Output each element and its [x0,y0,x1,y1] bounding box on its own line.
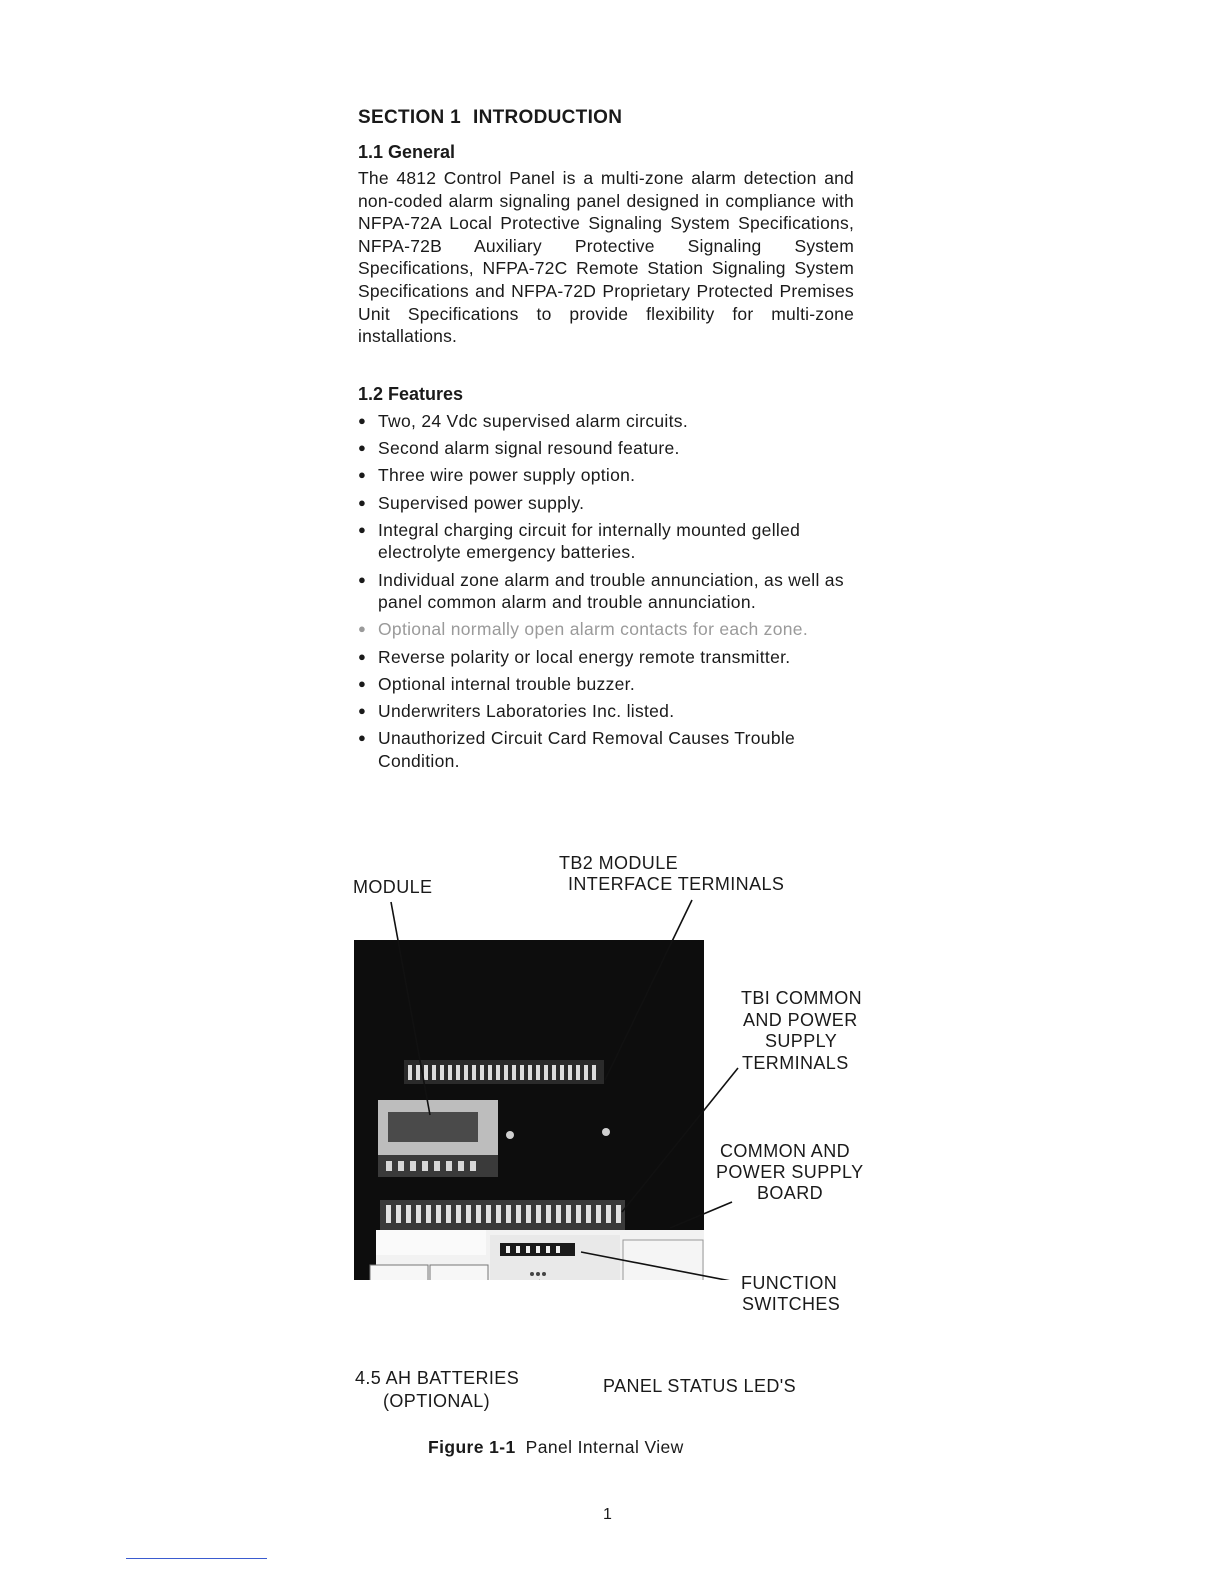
tb1-label-line2: AND POWER [743,1010,858,1030]
feature-item: ● Two, 24 Vdc supervised alarm circuits. [358,410,878,433]
board-label-line3: BOARD [757,1183,824,1203]
general-paragraph: The 4812 Control Panel is a multi-zone alarm detection and non-coded alarm signaling panel designed in compliance with NFPA-72A Local Protective Signaling System Specifications, NFPA-72B Auxiliary Protective Signaling System Specifications, NFPA-72C Remote Station Signaling System Specifications and NFPA-72D Proprietary Protected Premises Unit Specifications to provide flexibility for multi-zone installations. [358,168,854,347]
switches-label-line1: FUNCTION [741,1273,838,1293]
feature-item: ● Underwriters Laboratories Inc. listed. [358,700,878,723]
feature-item: ● Integral charging circuit for internally mounted gelled electrolyte emergency batteries. [358,519,878,564]
tb1-label-line3: SUPPLY [765,1031,838,1051]
leds-label: PANEL STATUS LED'S [603,1376,797,1396]
footnote-rule [126,1558,267,1559]
figure-number: Figure 1-1 [428,1437,516,1457]
page-number: 1 [603,1506,612,1523]
tb1-label-line4: TERMINALS [742,1053,849,1073]
tb2-label-line1: TB2 MODULE [559,853,679,873]
module-label: MODULE [353,877,433,897]
feature-item: ● Individual zone alarm and trouble annunciation, as well as panel common alarm and trouble annunciation. [358,569,878,614]
section-title: INTRODUCTION [473,107,623,128]
tb2-label-line2: INTERFACE TERMINALS [568,874,785,894]
figure-caption [428,1437,684,1458]
board-label-line2: POWER SUPPLY [716,1162,864,1182]
section-number: SECTION 1 [358,107,461,128]
section-heading [358,107,622,129]
feature-item: ● Optional normally open alarm contacts for each zone. [358,618,878,641]
panel-figure [340,850,900,1314]
switches-label-line2: SWITCHES [742,1294,841,1314]
general-heading: 1.1 General [358,142,456,162]
features-heading: 1.2 Features [358,384,464,404]
batteries-label-line2: (OPTIONAL) [383,1391,491,1411]
feature-item: ● Three wire power supply option. [358,464,878,487]
board-label-line1: COMMON AND [720,1141,850,1161]
feature-item: ● Reverse polarity or local energy remote transmitter. [358,646,878,669]
feature-item: ● Supervised power supply. [358,492,878,515]
feature-item: ● Second alarm signal resound feature. [358,437,878,460]
figure-caption-text: Panel Internal View [525,1437,684,1457]
feature-item: ● Optional internal trouble buzzer. [358,673,878,696]
batteries-label-line1: 4.5 AH BATTERIES [355,1368,520,1388]
tb1-label-line1: TBI COMMON [741,988,862,1008]
feature-item: ● Unauthorized Circuit Card Removal Causes Trouble Condition. [358,727,878,772]
features-list [358,410,878,777]
